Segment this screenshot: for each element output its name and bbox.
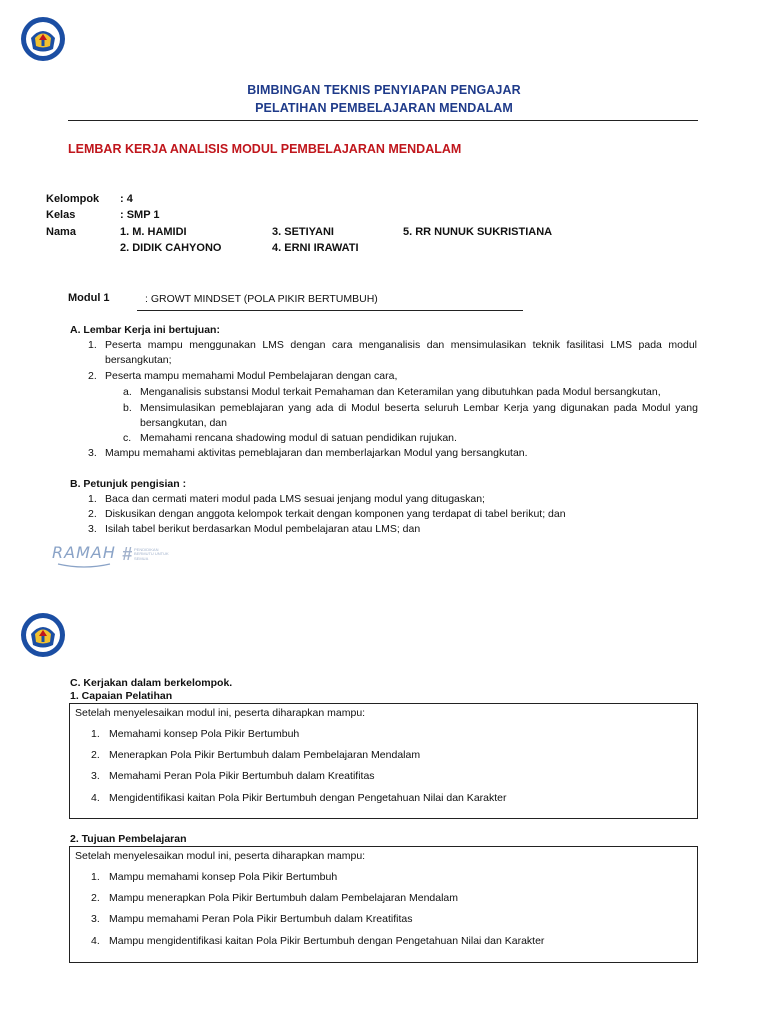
capaian-item-1: 1. Memahami konsep Pola Pikir Bertumbuh	[91, 728, 300, 740]
section-a-heading: A. Lembar Kerja ini bertujuan:	[70, 324, 220, 336]
kelas-value: : SMP 1	[120, 209, 160, 221]
member-1: 1. M. HAMIDI	[120, 226, 187, 238]
member-2: 2. DIDIK CAHYONO	[120, 242, 222, 254]
tut-wuri-handayani-logo-page-2	[20, 612, 66, 658]
header-line-2: PELATIHAN PEMBELAJARAN MENDALAM	[255, 101, 513, 115]
tujuan-intro: Setelah menyelesaikan modul ini, peserta diharapkan mampu:	[75, 850, 366, 862]
a-sub-a: Menganalisis substansi Modul terkait Pemahaman dan Keteramilan yang dibutuhkan pada Modul bersangkutan,	[140, 386, 661, 398]
modul-underline	[137, 310, 523, 311]
tujuan-item-3: 3. Mampu memahami Peran Pola Pikir Bertumbuh dalam Kreatifitas	[91, 913, 413, 925]
a-item-2: Peserta mampu memahami Modul Pembelajaran dengan cara,	[105, 370, 398, 382]
capaian-item-4: 4. Mengidentifikasi kaitan Pola Pikir Bertumbuh dengan Pengetahuan Nilai dan Karakter	[91, 792, 507, 804]
b-item-2-num: 2.	[88, 508, 97, 520]
tujuan-item-1: 1. Mampu memahami konsep Pola Pikir Bertumbuh	[91, 871, 338, 883]
capaian-title: 1. Capaian Pelatihan	[70, 690, 173, 702]
capaian-box	[69, 703, 698, 819]
ramah-logo	[52, 543, 116, 563]
a-item-1-num: 1.	[88, 339, 97, 351]
section-c-heading: C. Kerjakan dalam berkelompok.	[70, 677, 233, 689]
modul-label: Modul 1	[68, 292, 110, 304]
a-item-3-num: 3.	[88, 447, 97, 459]
hashtag-text: PENDIDIKAN BERMUTU UNTUK SEMUA	[134, 546, 169, 561]
b-item-1: Baca dan cermati materi modul pada LMS sesuai jenjang modul yang ditugaskan;	[105, 493, 485, 505]
member-4: 4. ERNI IRAWATI	[272, 242, 359, 254]
capaian-item-3: 3. Memahami Peran Pola Pikir Bertumbuh dalam Kreatifitas	[91, 770, 375, 782]
tujuan-item-2: 2. Mampu menerapkan Pola Pikir Bertumbuh dalam Pembelajaran Mendalam	[91, 892, 459, 904]
ramah-wordmark: RAMAH	[52, 543, 116, 562]
hashtag-logo	[122, 544, 174, 565]
a-sub-b: Mensimulasikan pemeblajaran yang ada di Modul beserta seluruh Lembar Kerja yang digunakan pada Modul yang bersangkutan, dan	[140, 402, 698, 429]
b-item-1-num: 1.	[88, 493, 97, 505]
header-line-1: BIMBINGAN TEKNIS PENYIAPAN PENGAJAR	[247, 83, 521, 97]
a-sub-a-num: a.	[123, 386, 132, 398]
header-divider	[68, 120, 698, 121]
tujuan-title: 2. Tujuan Pembelajaran	[70, 833, 187, 845]
ramah-swoosh	[56, 562, 112, 568]
kelas-label: Kelas	[46, 209, 76, 221]
a-item-2-num: 2.	[88, 370, 97, 382]
member-5: 5. RR NUNUK SUKRISTIANA	[403, 226, 553, 238]
capaian-intro: Setelah menyelesaikan modul ini, peserta diharapkan mampu:	[75, 707, 366, 719]
tujuan-box	[69, 846, 698, 963]
worksheet-title: LEMBAR KERJA ANALISIS MODUL PEMBELAJARAN MENDALAM	[68, 142, 462, 156]
a-sub-c-num: c.	[123, 432, 132, 444]
hash-symbol: #	[122, 544, 133, 564]
b-item-3-num: 3.	[88, 523, 97, 535]
section-b-heading: B. Petunjuk pengisian :	[70, 478, 187, 490]
member-3: 3. SETIYANI	[272, 226, 334, 238]
b-item-3: Isilah tabel berikut berdasarkan Modul pembelajaran atau LMS; dan	[105, 523, 421, 535]
kelompok-label: Kelompok	[46, 193, 100, 205]
a-item-1: Peserta mampu menggunakan LMS dengan cara menganalisis dan mensimulasikan teknik fasilitasi LMS pada modul bersangkutan;	[105, 339, 697, 366]
b-item-2: Diskusikan dengan anggota kelompok terkait dengan komponen yang terdapat di tabel berikut; dan	[105, 508, 566, 520]
tujuan-item-4: 4. Mampu mengidentifikasi kaitan Pola Pikir Bertumbuh dengan Pengetahuan Nilai dan Karakter	[91, 935, 545, 947]
a-sub-b-num: b.	[123, 402, 132, 414]
a-sub-c: Memahami rencana shadowing modul di satuan pendidikan rujukan.	[140, 432, 457, 444]
modul-value: : GROWT MINDSET (POLA PIKIR BERTUMBUH)	[145, 293, 378, 305]
nama-label: Nama	[46, 226, 76, 238]
a-item-3: Mampu memahami aktivitas pemeblajaran dan memberlajarkan Modul yang bersangkutan.	[105, 447, 528, 459]
kelompok-value: : 4	[120, 193, 133, 205]
capaian-item-2: 2. Menerapkan Pola Pikir Bertumbuh dalam Pembelajaran Mendalam	[91, 749, 421, 761]
tut-wuri-handayani-logo	[20, 16, 66, 62]
